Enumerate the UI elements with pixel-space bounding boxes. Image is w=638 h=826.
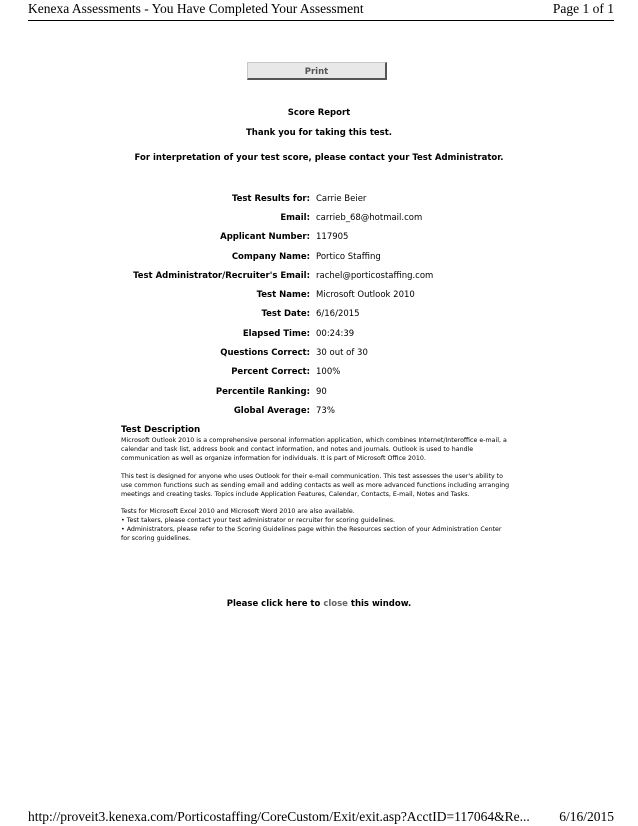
result-value: 30 out of 30 [316,348,368,359]
result-label: Email: [280,212,310,223]
header-divider [28,20,614,21]
result-label: Test Name: [256,290,310,301]
test-description-title: Test Description [121,425,201,435]
result-row [0,305,638,324]
description-bullet: • Administrators, please refer to the Scoring Guidelines page within the Resources section of your Administration Center for scoring guidelines. [121,526,502,543]
result-value: 73% [316,405,335,416]
result-value: 90 [316,386,327,397]
result-label: Applicant Number: [220,232,310,243]
result-label: Test Date: [261,309,310,320]
result-row [0,324,638,343]
result-row [0,285,638,304]
result-value: rachel@porticostaffing.com [316,270,434,281]
result-row [0,363,638,382]
result-value: 6/16/2015 [316,309,360,320]
result-row [0,247,638,266]
page-number: Page 1 of 1 [552,1,614,16]
result-value: Carrie Beier [316,193,367,204]
result-row [0,228,638,247]
result-label: Test Administrator/Recruiter's Email: [133,270,310,281]
score-report-title: Score Report [287,108,351,118]
footer-url: http://proveit3.kenexa.com/Porticostaffing/CoreCustom/Exit/exit.asp?AcctID=117064&Re... [28,809,530,824]
result-value: 117905 [316,232,349,243]
description-paragraph: Microsoft Outlook 2010 is a comprehensive personal information application, which combines Internet/Interoffice e-mail, a calendar and task list, address book and contact information, and notes and journals. Outlook is used to handle communication as well as organize information for individuals. It is part of Microsoft Office 2010. [121,437,507,462]
result-row [0,208,638,227]
print-button[interactable]: Print [247,62,387,80]
result-label: Percentile Ranking: [215,386,310,397]
result-label: Global Average: [233,405,310,416]
result-label: Company Name: [231,251,310,262]
description-paragraph: This test is designed for anyone who uses Outlook for their e-mail communication. This test assesses the user's ability to use common functions such as sending email and adding contacts as well as more advanced functions including arranging meetings and creating tasks. Topics include Application Features, Calendar, Contacts, E-mail, Notes and Tasks. [121,472,510,498]
result-row [0,382,638,401]
result-label: Percent Correct: [231,367,310,378]
result-row [0,189,638,208]
result-row [0,343,638,362]
result-value: 00:24:39 [316,328,355,339]
result-label: Questions Correct: [220,348,310,359]
description-bullet: • Test takers, please contact your test administrator or recruiter for scoring guidelines. [121,517,395,525]
result-value: Microsoft Outlook 2010 [316,290,415,301]
result-value: 100% [316,367,341,378]
page-header-title: Kenexa Assessments - You Have Completed Your Assessment [28,1,364,16]
result-row [0,266,638,285]
close-message [0,599,638,609]
thanks-message: Thank you for taking this test. [245,128,392,138]
result-row [0,401,638,420]
result-label: Elapsed Time: [242,328,310,339]
test-description-body [121,437,511,544]
result-label: Test Results for: [231,193,310,204]
result-value: Portico Staffing [316,251,381,262]
interpretation-message: For interpretation of your test score, please contact your Test Administrator. [134,153,504,163]
result-value: carrieb_68@hotmail.com [316,212,423,223]
close-text-before: Please click here to [226,599,321,609]
footer-date: 6/16/2015 [559,809,614,824]
close-link[interactable]: close [323,599,348,609]
results-table [0,189,638,421]
close-text-after: this window. [350,599,412,609]
description-paragraph: Tests for Microsoft Excel 2010 and Microsoft Word 2010 are also available. [121,508,355,516]
